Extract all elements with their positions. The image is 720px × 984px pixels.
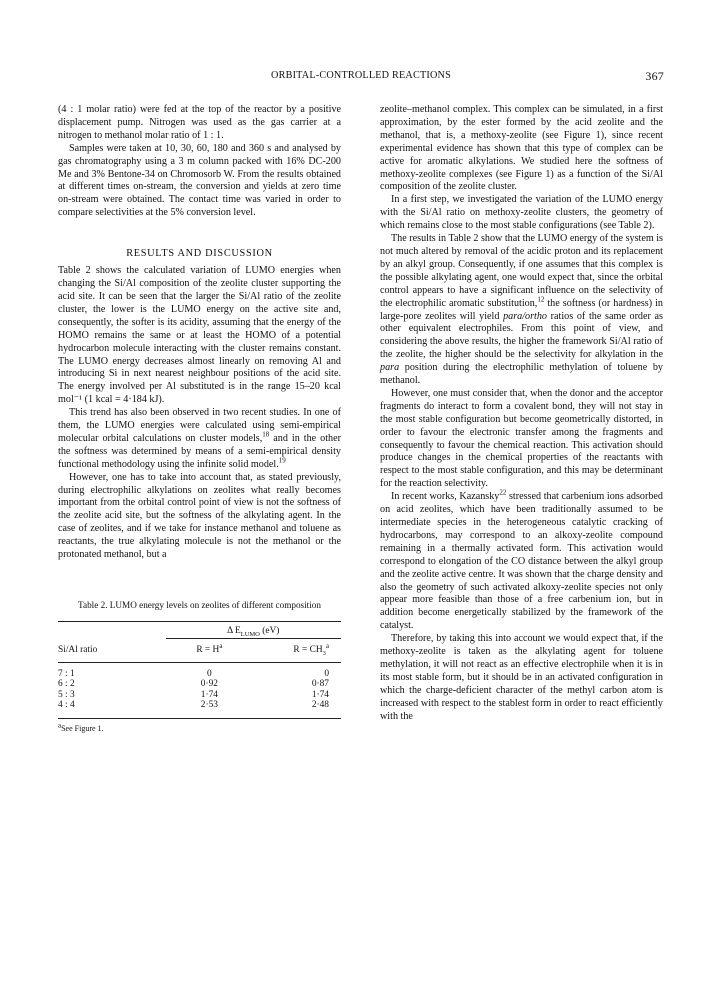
group-header-sub: LUMO [240,630,260,638]
table-group-header-row [58,621,341,638]
italic-term: para [380,362,400,374]
column-header: $R = CH_3^a$ [293,641,329,657]
table-row: 6 : 2 0·92 0·87 [58,679,329,689]
paragraph: In a first step, we investigated the variation of the LUMO energy with the Si/Al ratio on methoxy-zeolite clusters, the geometry of which remains close to the most stable configurations (see Table 2). [380,194,663,232]
paragraph: However, one must consider that, when the donor and the acceptor fragments do interact to form a covalent bond, they will not stay in the most stable configuration but become geometrically distorted, in order to favour the electronic transfer among the fragments and consequently to favour the chemical reaction. This activation should produce changes in the chemical properties of the reactants with respect to the most stable configuration, and this may be determinant for the reaction selectivity. [380,387,663,490]
citation-ref: 19 [278,456,286,465]
right-column [380,104,663,724]
citation-ref: 18 [262,430,270,439]
paragraph: (4 : 1 molar ratio) were fed at the top of the reactor by a positive displacement pump. Nitrogen was used as the gas carrier at a nitrogen to methanol molar ratio of 1 : 1. [58,104,341,141]
paragraph: The results in Table 2 show that the LUMO energy of the system is not much altered by removal of the acidic proton and its replacement by an alkyl group. Consequently, if one assumes that this complex is the possible alkylating agent, one would expect that, since the orbital control appears to have a significant influence on the selectivity of the electrophilic aromatic substitution,$^{12}$ the softness (or hardness) in large-pore zeolites will yield para/ortho ratios of the same order as other equivalent electrophiles. From this point of view, and considering the above results, the higher the framework Si/Al ratio of the zeolite, the higher should be the selectivity for alkylation in the para position during the electrophilic methylation of toluene by methanol. [380,233,663,387]
italic-term: para/ortho [503,310,547,322]
text-run: and in the other the softness was determined by means of a semi-empirical density functional methodology using the infinite solid model. [58,432,341,470]
table-row: 5 : 3 1·74 1·74 [58,689,329,700]
footnote-mark: a [58,720,62,729]
paragraph: zeolite–methanol complex. This complex can be simulated, in a first approximation, by the ester formed by the acid zeolite and the methanol, that is, a methoxy-zeolite (see Figure 1), since recent experimental evidence has shown that this type of complex can be active for aromatic alkylations. We studied here the softness of methoxy-zeolite complexes (see Figure 1) as a function of the Si/Al composition of the zeolite cluster. [380,104,663,193]
column-header: Si/Al ratio [58,644,98,655]
table-row: 4 : 4 2·53 2·48 [58,700,341,718]
group-header [166,621,341,638]
left-column [58,104,341,733]
table-footnote: $^a$See Figure 1. [58,720,104,733]
footnote-mark: a [325,641,329,650]
section-heading: RESULTS AND DISCUSSION [126,248,273,260]
text-run: This trend has also been observed in two recent studies. In one of them, the LUMO energies were calculated using semi-empirical molecular orbital calculations on cluster models, [58,407,341,444]
paragraph [58,407,341,472]
footnote-mark: a [219,641,223,650]
table-2 [58,600,341,733]
paragraph: Therefore, by taking this into account we would expect that, if the methoxy-zeolite is taken as the alkylating agent for toluene methylation, it will not react as an effective electrophile when it is in its most stable form, but it should be in an activated configuration in which the charge-deficient character of the methyl carbon atom is increased with respect to the stablest form in order to react efficiently with the [380,633,663,722]
lumo-table [58,621,341,719]
paragraph: Table 2 shows the calculated variation of LUMO energies when changing the Si/Al composition of the zeolite cluster supporting the acid site. It can be seen that the larger the Si/Al ratio of the zeolite cluster, the lower is the LUMO energy on the active site and, consequently, the softer is its acidity, assuming that the energy of the HOMO remains the same or at least the HOMO of a potential hydrocarbon molecule interacting with the cluster remains constant. The LUMO energy decreases almost linearly on removing Al and introducing Si in next nearest neighbour positions of the acid site. The energy involved per Al substituted is in the range 15–20 kcal mol⁻¹ (1 kcal = 4·184 kJ). [58,265,341,406]
paragraph: However, one has to take into account that, as stated previously, during electrophilic alkylations on zeolites what really becomes important from the orbital control point of view is not the softness of the zeolite acid site, but the softness of the alkylating agent. In the case of zeolites, and if we take for instance methanol and toluene as reactants, the true alkylating molecule is not the methanol or the protonated methanol, but a [58,471,341,561]
running-title: ORBITAL-CONTROLLED REACTIONS [271,70,451,81]
paragraph: In recent works, Kazansky$^{22}$ stressed that carbenium ions adsorbed on acid zeolites, which have been traditionally assumed to be intermediate species in the heterogeneous catalytic cracking of hydrocarbons, may correspond to an alkoxy-zeolite compound remaining in a thermally activated form. This activation would correspond to elongation of the CO distance between the alkyl group and the zeolite active centre. It was shown that the charge density and also the geometry of such activated alkoxy-zeolite species not only appear more feasible than those of a free carbenium ion, but in addition become energetically stabilized by the framework of the catalyst. [380,488,663,632]
column-header: $R = H^a$ [196,641,223,655]
group-header-unit: (eV) [259,625,280,636]
table-caption: Table 2. LUMO energy levels on zeolites of different composition [78,600,321,610]
running-header [58,70,664,84]
table-row: 7 : 1 0 0 [58,662,341,679]
citation-ref: 22 [499,488,507,497]
citation-ref: 12 [537,295,545,304]
group-header-prefix: Δ E [227,625,241,636]
paragraph: Samples were taken at 10, 30, 60, 180 and 360 s and analysed by gas chromatography using a 3 m column packed with 16% DC-200 Me and 3% Bentone-34 on Chromosorb W. From the results obtained at different times on-stream, the conversion and yields at zero time on-stream were obtained. The contact time was varied in order to compare selectivities at the 5% conversion level. [58,142,341,219]
page-number: 367 [645,69,664,83]
table-header-row [58,639,341,663]
